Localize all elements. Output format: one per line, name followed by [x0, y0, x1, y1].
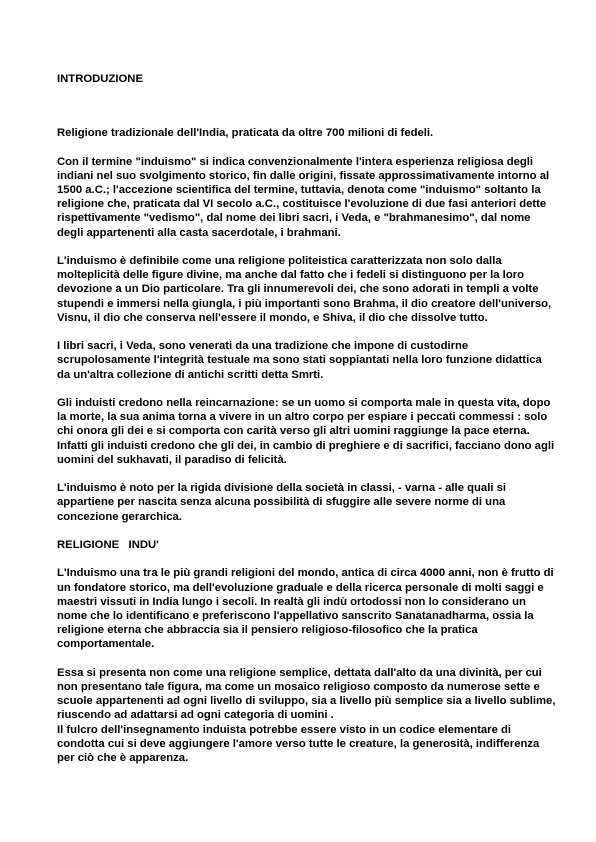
intro-heading: INTRODUZIONE	[57, 73, 143, 85]
paragraph: Gli induisti credono nella reincarnazione: se un uomo si comporta male in questa vita, dopo la morte, la sua anima torna a vivere in un altro corpo per espiare i peccati commessi : solo chi onora gli dei e si comporta con carità verso gli altri uomini raggiunge la pace eterna. Infatti gli induisti credono che gli dei, in cambio di preghiere e di sacrifici, facciano dono agli uomini del sukhavati, il paradiso di felicità.	[57, 397, 555, 466]
paragraph: L'induismo è noto per la rigida divisione della società in classi, - varna - alle quali si appartiene per nascita senza alcuna possibilità di sfuggire alle severe norme di una concezione gerarchica.	[57, 482, 507, 523]
paragraph: L'induismo è definibile come una religione politeistica caratterizzata non solo dalla molteplicità delle figure divine, ma anche dal fatto che i fedeli si distinguono per la loro devozione a un Dio particolare. Tra gli innumerevoli dei, che sono adorati in templi a volte stupendi e immersi nella giungla, i più importanti sono Brahma, il dio creatore dell'universo, Visnu, il dio che conserva nell'essere il mondo, e Shiva, il dio che dissolve tutto.	[57, 255, 552, 324]
document-page	[57, 72, 557, 765]
paragraph: Essa si presenta non come una religione semplice, dettata dall'alto da una divinità, per cui non presentano tale figura, ma come un mosaico religioso composto da numerose sette e scuole appartenenti ad ogni livello di sviluppo, sia a livello più semplice sia a livello sublime, riuscendo ad adattarsi ad ogni categoria di uomini . Il fulcro dell'insegnamento induista potrebbe essere visto in un codice elementare di condotta cui si deve aggiungere l'amore verso tutte le creature, la generosità, indifferenza per ciò che è apparenza.	[57, 666, 556, 765]
intro-subtitle: Religione tradizionale dell'India, praticata da oltre 700 milioni di fedeli.	[57, 127, 434, 140]
paragraph: Con il termine "induismo" si indica convenzionalmente l'intera esperienza religiosa degli indiani nel suo svolgimento storico, fin dalle origini, fissate approssimativamente intorno al 1500 a.C.; l'accezione scientifica del termine, tuttavia, denota come "induismo" soltanto la religione che, praticata dal VI secolo a.C., costituisce l'evoluzione di due fasi anteriori dette rispettivamente "vedismo", dal nome dei libri sacri, i Veda, e "brahmanesimo", dal nome degli appartenenti alla casta sacerdotale, i brahmani.	[57, 155, 550, 239]
paragraph: I libri sacri, i Veda, sono venerati da una tradizione che impone di custodirne scrupolosamente l'integrità testuale ma sono stati soppiantati nella loro funzione didattica da un'altra collezione di antichi scritti detta Smrti.	[57, 340, 542, 381]
section-heading: RELIGIONE INDU'	[57, 539, 159, 551]
paragraph: L'Induismo una tra le più grandi religioni del mondo, antica di circa 4000 anni, non è frutto di un fondatore storico, ma dell'evoluzione graduale e della ricerca personale di molti saggi e maestri vissuti in India lungo i secoli. In realtà gli indù ortodossi non lo considerano un nome che lo identificano e preferiscono l'appellativo sanscrito Sanatanadharma, ossia la religione eterna che abbraccia sia il pensiero religioso-filosofico che la pratica comportamentale.	[57, 567, 554, 651]
